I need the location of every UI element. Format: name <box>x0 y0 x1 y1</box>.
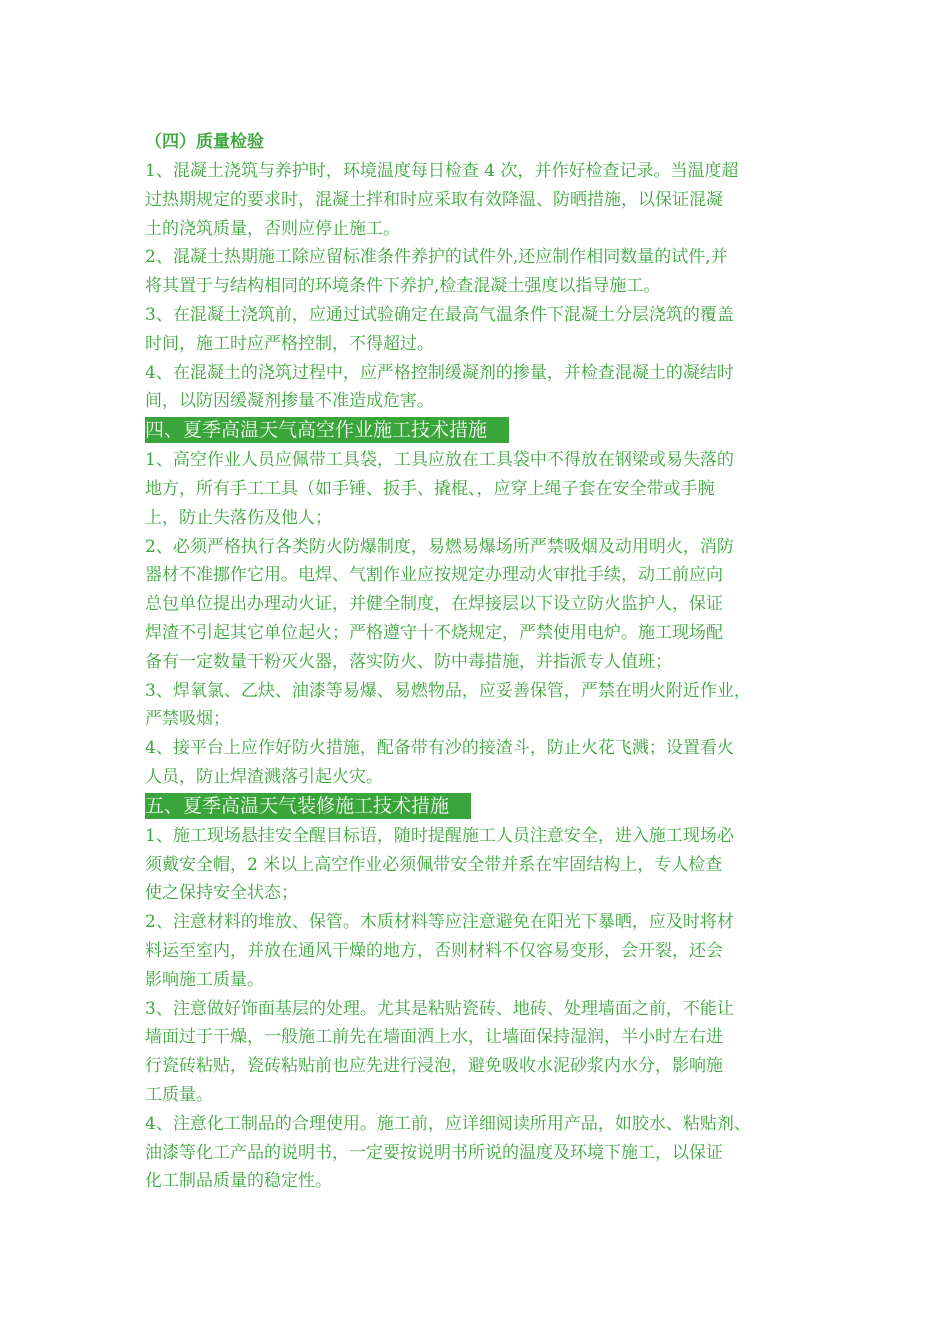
text-line: 2、必须严格执行各类防火防爆制度，易燃易爆场所严禁吸烟及动用明火，消防 <box>145 536 734 557</box>
text-line: 4、注意化工制品的合理使用。施工前，应详细阅读所用产品，如胶水、粘贴剂、 <box>145 1113 751 1134</box>
paragraph <box>145 734 825 792</box>
text-line: 行瓷砖粘贴，瓷砖粘贴前也应先进行浸泡，避免吸收水泥砂浆内水分，影响施 <box>145 1056 723 1077</box>
text-line: 须戴安全帽，2 米以上高空作业必须佩带安全带并系在牢固结构上，专人检查 <box>145 854 723 875</box>
text-line: 间，以防因缓凝剂掺量不准造成危害。 <box>145 391 434 412</box>
section-body-5 <box>145 822 825 1196</box>
paragraph <box>145 157 825 243</box>
text-line: 人员，防止焊渣溅落引起火灾。 <box>145 766 383 787</box>
text-line: 上，防止失落伤及他人； <box>145 507 332 528</box>
text-line: 时间，施工时应严格控制，不得超过。 <box>145 333 434 354</box>
text-line: 3、焊氧氯、乙炔、油漆等易爆、易燃物品，应妥善保管，严禁在明火附近作业， <box>145 680 751 701</box>
paragraph <box>145 243 825 301</box>
paragraph <box>145 995 825 1110</box>
text-line: 料运至室内，并放在通风干燥的地方，否则材料不仅容易变形，会开裂，还会 <box>145 940 723 961</box>
paragraph <box>145 446 825 532</box>
section-title: 四、夏季高温天气高空作业施工技术措施 <box>145 417 509 443</box>
text-line: 3、注意做好饰面基层的处理。尤其是粘贴瓷砖、地砖、处理墙面之前，不能让 <box>145 998 734 1019</box>
text-line: 焊渣不引起其它单位起火；严格遵守十不烧规定，严禁使用电炉。施工现场配 <box>145 622 723 643</box>
paragraph <box>145 533 825 677</box>
text-line: 土的浇筑质量，否则应停止施工。 <box>145 218 400 239</box>
section-title: 五、夏季高温天气装修施工技术措施 <box>145 793 471 819</box>
text-line: 墙面过于干燥，一般施工前先在墙面洒上水，让墙面保持湿润，半小时左右进 <box>145 1027 723 1048</box>
paragraph <box>145 822 825 908</box>
text-line: 化工制品质量的稳定性。 <box>145 1171 332 1192</box>
text-line: 4、在混凝土的浇筑过程中，应严格控制缓凝剂的掺量，并检查混凝土的凝结时 <box>145 362 734 383</box>
subsection-heading: （四）质量检验 <box>145 132 264 152</box>
paragraph <box>145 677 825 735</box>
subsection-body <box>145 157 825 416</box>
text-line: 2、注意材料的堆放、保管。木质材料等应注意避免在阳光下暴晒，应及时将材 <box>145 912 734 933</box>
paragraph <box>145 908 825 994</box>
text-line: 备有一定数量干粉灭火器，落实防火、防中毒措施，并指派专人值班； <box>145 651 672 672</box>
paragraph <box>145 1110 825 1196</box>
text-line: 1、混凝土浇筑与养护时，环境温度每日检查 4 次，并作好检查记录。当温度超 <box>145 161 739 181</box>
document-page <box>145 128 825 1196</box>
section-heading-4 <box>145 417 825 445</box>
text-line: 使之保持安全状态； <box>145 883 298 904</box>
text-line: 4、接平台上应作好防火措施，配备带有沙的接渣斗，防止火花飞溅；设置看火 <box>145 738 734 759</box>
text-line: 3、在混凝土浇筑前，应通过试验确定在最高气温条件下混凝土分层浇筑的覆盖 <box>145 304 734 325</box>
text-line: 工质量。 <box>145 1084 213 1105</box>
text-line: 油漆等化工产品的说明书，一定要按说明书所说的温度及环境下施工，以保证 <box>145 1142 723 1163</box>
section-heading-5 <box>145 793 825 821</box>
text-line: 1、施工现场悬挂安全醒目标语，随时提醒施工人员注意安全，进入施工现场必 <box>145 825 734 846</box>
text-line: 影响施工质量。 <box>145 969 264 990</box>
text-line: 地方，所有手工工具（如手锤、扳手、撬棍、，应穿上绳子套在安全带或手腕 <box>145 478 715 499</box>
text-line: 1、高空作业人员应佩带工具袋，工具应放在工具袋中不得放在钢梁或易失落的 <box>145 450 734 471</box>
text-line: 将其置于与结构相同的环境条件下养护,检查混凝土强度以指导施工。 <box>145 276 661 297</box>
text-line: 器材不准挪作它用。电焊、气割作业应按规定办理动火审批手续，动工前应向 <box>145 565 723 586</box>
paragraph <box>145 359 825 417</box>
text-line: 过热期规定的要求时，混凝土拌和时应采取有效降温、防晒措施，以保证混凝 <box>145 189 723 210</box>
section-body-4 <box>145 446 825 792</box>
text-line: 严禁吸烟； <box>145 709 230 730</box>
paragraph <box>145 301 825 359</box>
text-line: 2、混凝土热期施工除应留标准条件养护的试件外,还应制作相同数量的试件,并 <box>145 247 728 268</box>
text-line: 总包单位提出办理动火证，并健全制度，在焊接层以下设立防火监护人，保证 <box>145 594 723 615</box>
